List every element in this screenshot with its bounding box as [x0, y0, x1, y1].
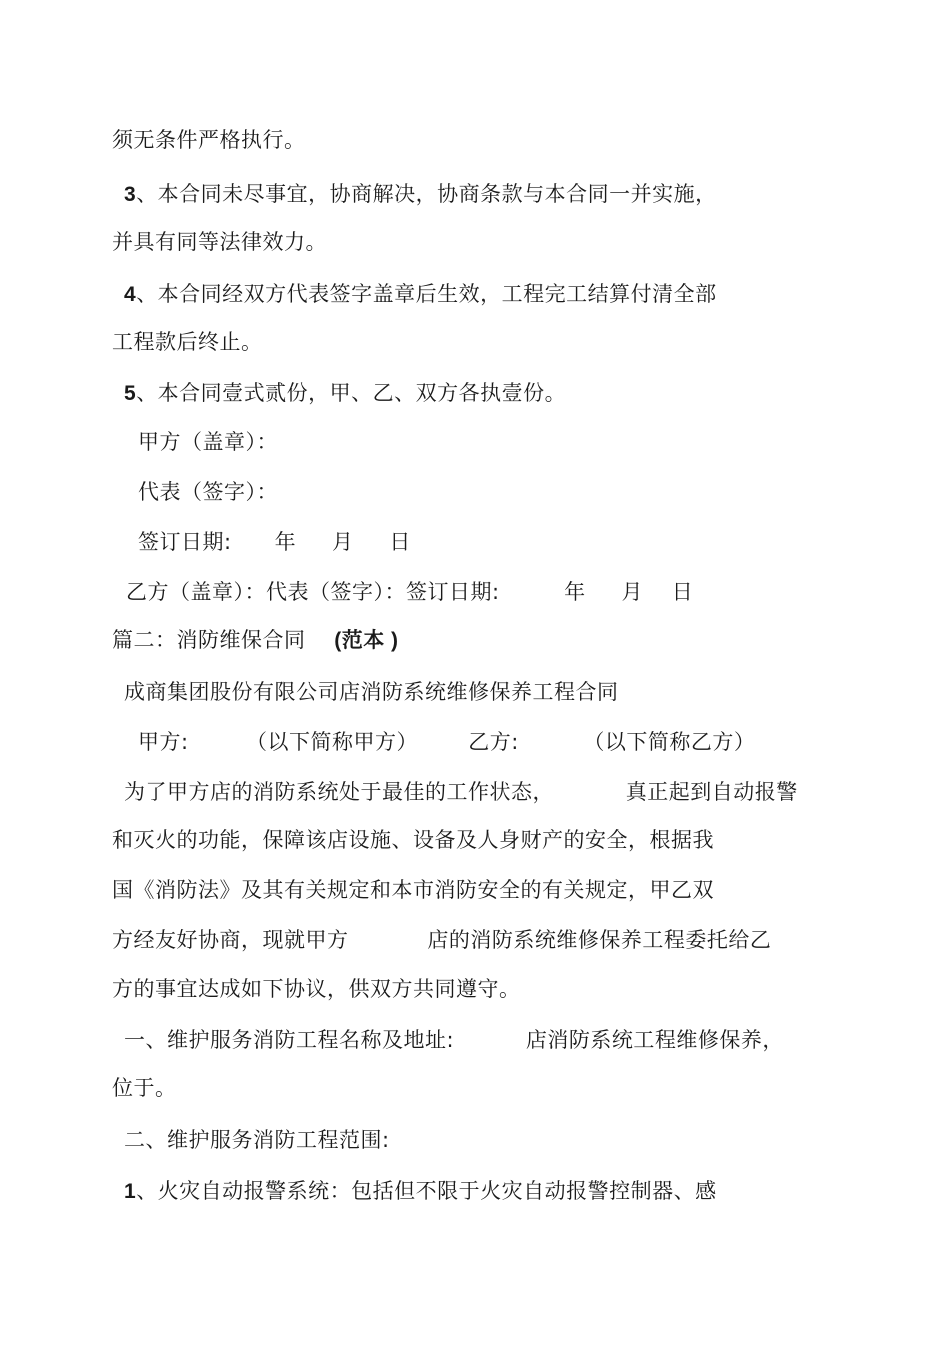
section-heading [112, 626, 399, 655]
clause-number: 1 [124, 1180, 137, 1203]
clause-3 [124, 180, 717, 209]
section-title: 篇二：消防维保合同 [112, 628, 306, 652]
text-line: 方经友好协商，现就甲方 店的消防系统维修保养工程委托给乙 [112, 928, 772, 952]
text-line: 为了甲方店的消防系统处于最佳的工作状态， 真正起到自动报警 [124, 780, 798, 804]
clause-number: 4 [124, 283, 137, 306]
clause-text: 、本合同经双方代表签字盖章后生效，工程完工结算付清全部 [136, 282, 717, 306]
party-a-seal: 甲方（盖章）： [138, 430, 278, 454]
section-two: 二、维护服务消防工程范围: [124, 1128, 390, 1152]
clause-number: 5 [124, 382, 137, 405]
clause-text: 、本合同壹式贰份，甲、乙、双方各执壹份。 [136, 381, 567, 405]
text-line: 并具有同等法律效力。 [112, 230, 327, 254]
text-line: 和灭火的功能，保障该店设施、设备及人身财产的安全，根据我 [112, 828, 714, 852]
text-line: 位于。 [112, 1076, 177, 1100]
section-one: 一、维护服务消防工程名称及地址: 店消防系统工程维修保养， [124, 1028, 784, 1052]
text-line: 方的事宜达成如下协议，供双方共同遵守。 [112, 977, 521, 1001]
text-line: 工程款后终止。 [112, 330, 263, 354]
clause-number: 3 [124, 183, 137, 206]
text-line: 国《消防法》及其有关规定和本市消防安全的有关规定，甲乙双 [112, 878, 714, 902]
contract-title: 成商集团股份有限公司店消防系统维修保养工程合同 [124, 680, 619, 704]
party-b-signature-line: 乙方（盖章）：代表（签字）：签订日期: 年 月 日 [126, 580, 694, 604]
section-template-label: (范本 ) [334, 629, 399, 652]
parties-line: 甲方: （以下简称甲方） 乙方: （以下简称乙方） [138, 730, 756, 754]
clause-4 [124, 280, 717, 309]
representative-signature: 代表（签字）： [138, 480, 278, 504]
clause-5 [124, 379, 566, 408]
clause-text: 、火灾自动报警系统：包括但不限于火灾自动报警控制器、感 [136, 1179, 717, 1203]
clause-text: 、本合同未尽事宜，协商解决，协商条款与本合同一并实施， [136, 182, 717, 206]
signing-date: 签订日期: 年 月 日 [138, 530, 411, 554]
clause-1 [124, 1177, 717, 1206]
text-line: 须无条件严格执行。 [112, 128, 306, 152]
